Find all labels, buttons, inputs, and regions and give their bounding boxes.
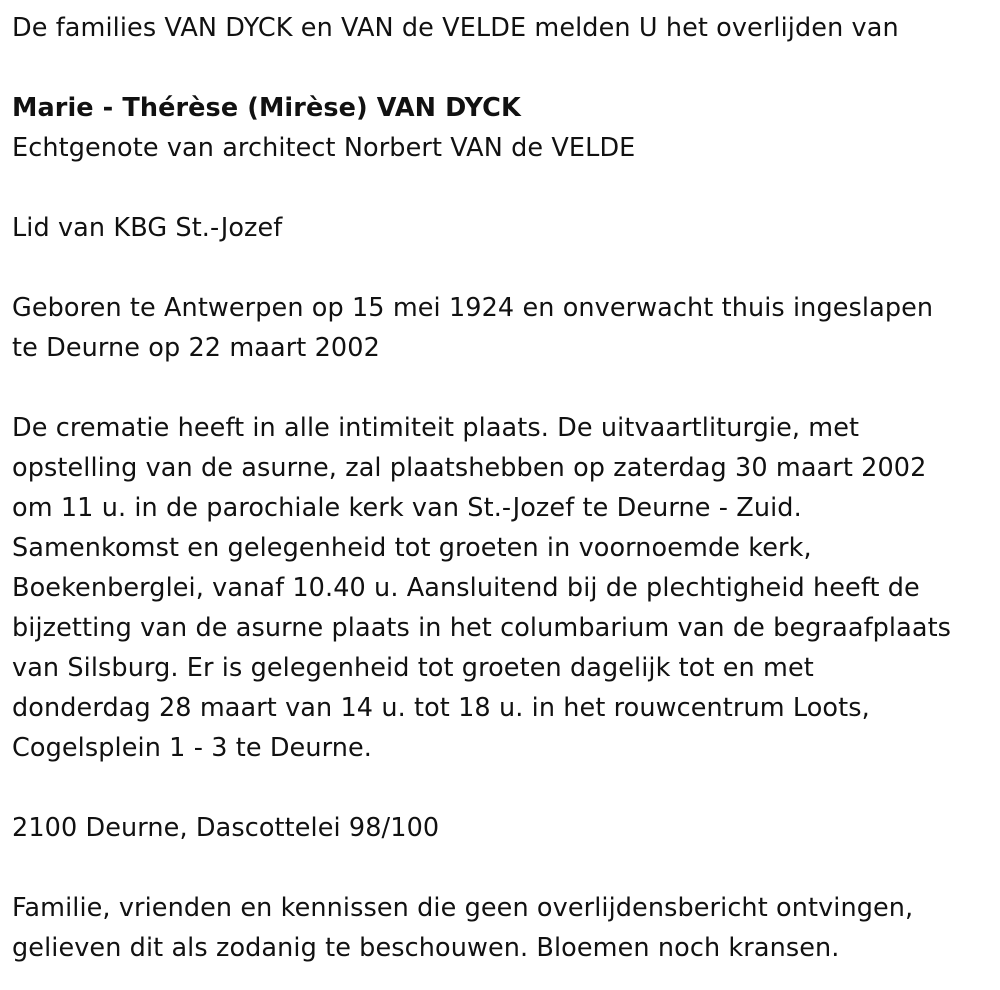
paragraph-line: te Deurne op 22 maart 2002	[12, 333, 380, 363]
paragraph-line: bijzetting van de asurne plaats in het columbarium van de begraafplaats	[12, 613, 952, 643]
paragraph-line: donderdag 28 maart van 14 u. tot 18 u. in het rouwcentrum Loots,	[12, 693, 870, 723]
paragraph-line: gelieven dit als zodanig te beschouwen. Bloemen noch kransen.	[12, 933, 840, 963]
birth-death-paragraph	[12, 288, 988, 368]
ceremony-paragraph	[12, 408, 988, 768]
paragraph-line: Geboren te Antwerpen op 15 mei 1924 en onverwacht thuis ingeslapen	[12, 293, 934, 323]
deceased-name: Marie - Thérèse (Mirèse) VAN DYCK	[12, 93, 521, 123]
intro-text: De families VAN DYCK en VAN de VELDE melden U het overlijden van	[12, 13, 899, 43]
paragraph-line: Samenkomst en gelegenheid tot groeten in voornoemde kerk,	[12, 533, 812, 563]
spouse-text: Echtgenote van architect Norbert VAN de VELDE	[12, 133, 636, 163]
closing-paragraph	[12, 888, 988, 968]
paragraph-line: om 11 u. in de parochiale kerk van St.-Jozef te Deurne - Zuid.	[12, 493, 802, 523]
paragraph-line: Boekenberglei, vanaf 10.40 u. Aansluitend bij de plechtigheid heeft de	[12, 573, 920, 603]
address-text: 2100 Deurne, Dascottelei 98/100	[12, 813, 440, 843]
paragraph-line: Cogelsplein 1 - 3 te Deurne.	[12, 733, 372, 763]
paragraph-line: De crematie heeft in alle intimiteit plaats. De uitvaartliturgie, met	[12, 413, 860, 443]
paragraph-line: van Silsburg. Er is gelegenheid tot groeten dagelijk tot en met	[12, 653, 814, 683]
membership-text: Lid van KBG St.-Jozef	[12, 213, 283, 243]
paragraph-line: Familie, vrienden en kennissen die geen overlijdensbericht ontvingen,	[12, 893, 914, 923]
paragraph-line: opstelling van de asurne, zal plaatshebben op zaterdag 30 maart 2002	[12, 453, 927, 483]
